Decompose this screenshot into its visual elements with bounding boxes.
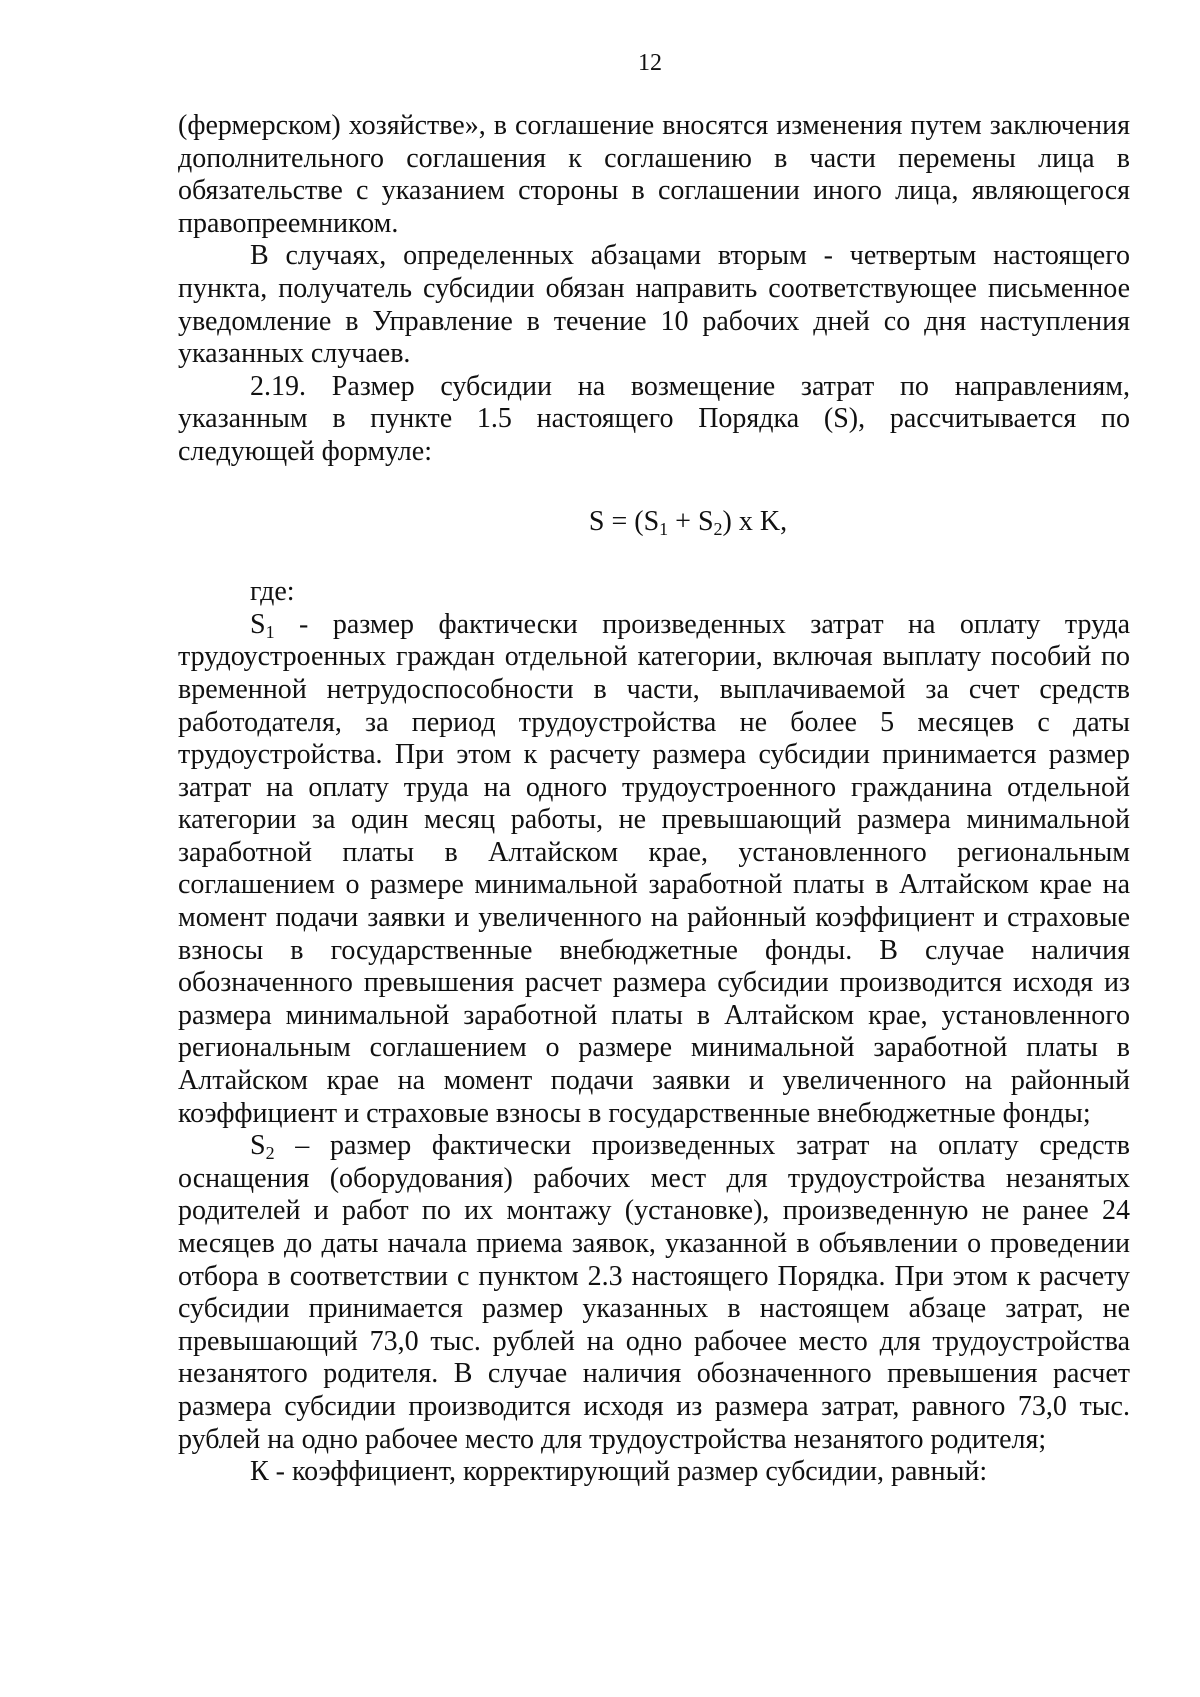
formula-lhs: S = (S <box>588 505 660 537</box>
formula-sub-2: 2 <box>713 518 723 539</box>
s1-symbol: S <box>250 608 266 640</box>
subsidy-formula <box>246 506 1130 539</box>
page-number: 12 <box>638 50 662 76</box>
where-label: где: <box>250 576 295 608</box>
document-body <box>178 110 1130 1489</box>
formula-plus: + S <box>668 505 714 537</box>
s2-text: – размер фактически произведенных затрат на оплату средств оснащения (оборудования) рабочих мест для трудоустройства незанятых родителей и работ по их монтажу (установке), произведенную не ранее 24 месяцев до даты начала приема заявок, указанной в объявлении о проведении отбора в соответствии с пунктом 2.3 настоящего Порядка. При этом к расчету субсидии принимается размер указанных в настоящем абзаце затрат, не превышающий 73,0 тыс. рублей на одно рабочее место для трудоустройства незанятого родителя. В случае наличия обозначенного превышения расчет размера субсидии производится исходя из размера затрат, равного 73,0 тыс. рублей на одно рабочее место для трудоустройства незанятого родителя; <box>178 1130 1130 1455</box>
paragraph-notification: В случаях, определенных абзацами вторым - четвертым настоящего пункта, получатель субсидии обязан направить соответствующее письменное уведомление в Управление в течение 10 рабочих дней со дня наступления указанных случаев. <box>178 240 1130 370</box>
s2-symbol: S <box>250 1130 266 1162</box>
formula-sub-1: 1 <box>659 518 669 539</box>
paragraph-continuation: (фермерском) хозяйстве», в соглашение вносятся изменения путем заключения дополнительного соглашения к соглашению в части перемены лица в обязательстве с указанием стороны в соглашении иного лица, являющегося правопреемником. <box>178 110 1130 239</box>
s1-subscript: 1 <box>265 621 275 642</box>
s2-subscript: 2 <box>265 1143 275 1164</box>
paragraph-s2-definition <box>178 1130 1130 1456</box>
paragraph-k-coefficient: К - коэффициент, корректирующий размер субсидии, равный: <box>250 1456 988 1488</box>
paragraph-2-19: 2.19. Размер субсидии на возмещение затрат по направлениям, указанным в пункте 1.5 настоящего Порядка (S), рассчитывается по следующей формуле: <box>178 370 1130 467</box>
paragraph-s1-definition <box>178 609 1130 1131</box>
formula-rest: ) x K, <box>722 505 788 537</box>
s1-text: - размер фактически произведенных затрат на оплату труда трудоустроенных граждан отдельной категории, включая выплату пособий по временной нетрудоспособности в части, выплачиваемой за счет средств работодателя, за период трудоустройства не более 5 месяцев с даты трудоустройства. При этом к расчету размера субсидии принимается размер затрат на оплату труда на одного трудоустроенного гражданина отдельной категории за один месяц работы, не превышающий размера минимальной заработной платы в Алтайском крае, установленного региональным соглашением о размере минимальной заработной платы в Алтайском крае на момент подачи заявки и увеличенного на районный коэффициент и страховые взносы в государственные внебюджетные фонды. В случае наличия обозначенного превышения расчет размера субсидии производится исходя из размера минимальной заработной платы в Алтайском крае, установленного региональным соглашением о размере минимальной заработной платы в Алтайском крае на момент подачи заявки и увеличенного на районный коэффициент и страховые взносы в государственные внебюджетные фонды; <box>178 608 1130 1129</box>
